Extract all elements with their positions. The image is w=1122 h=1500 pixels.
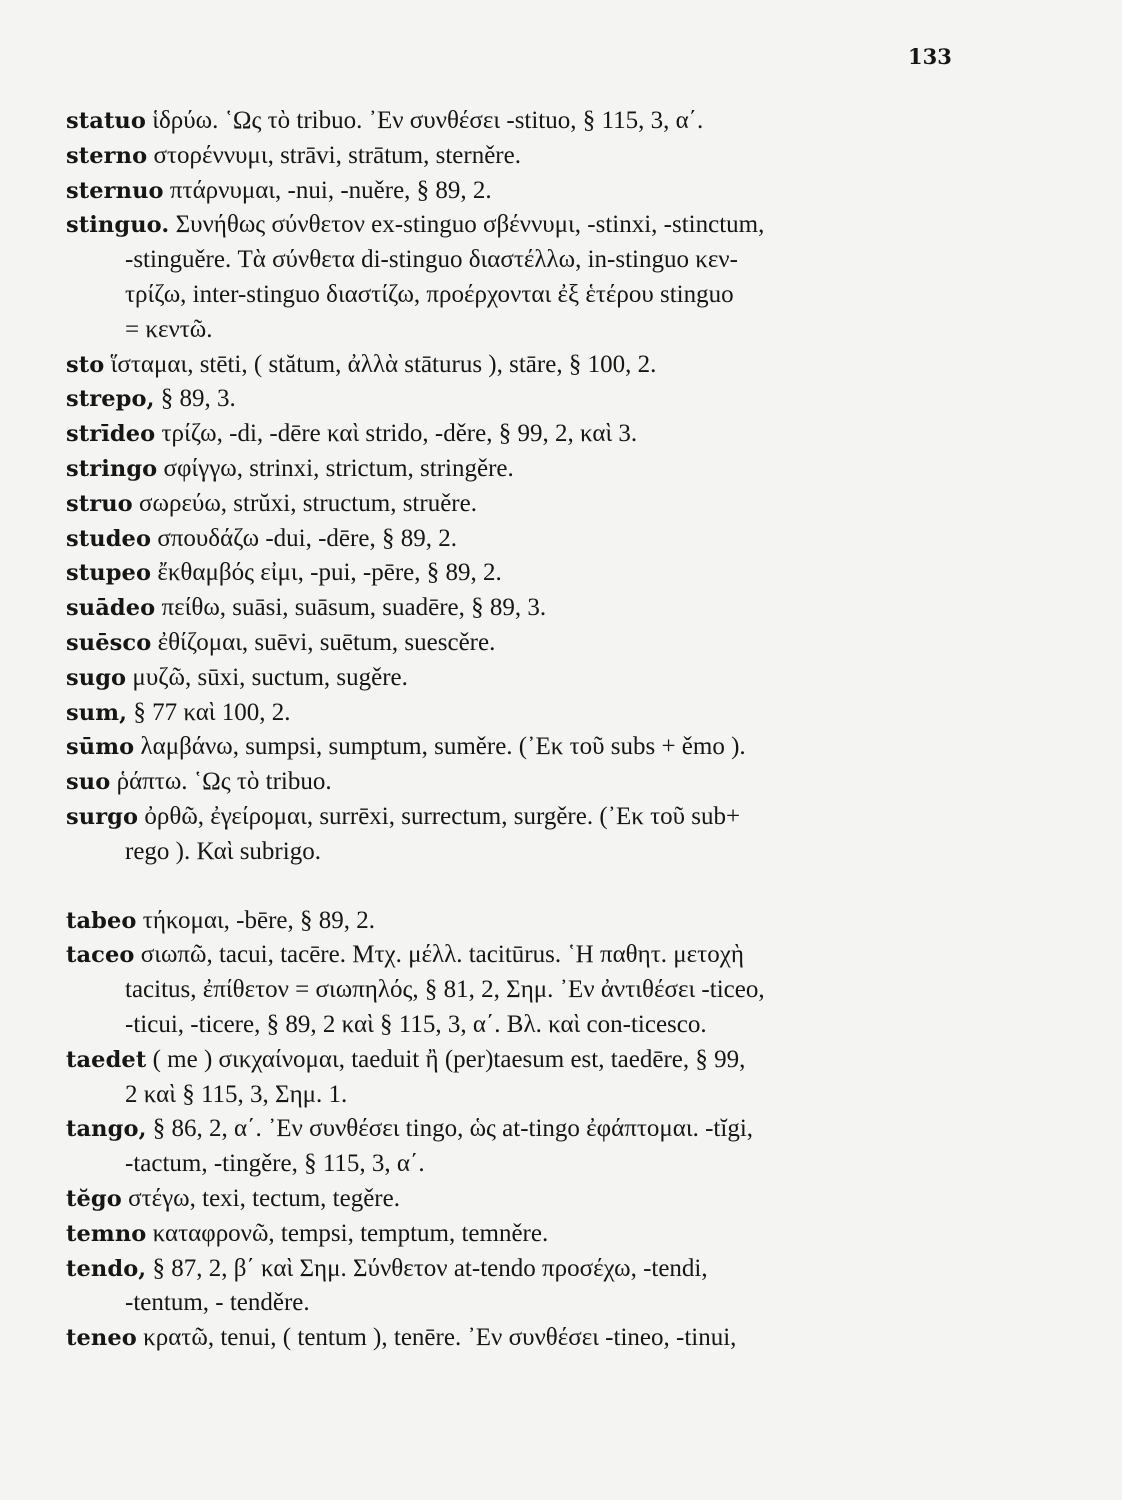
dictionary-entry xyxy=(66,1217,954,1252)
entry-first-line xyxy=(66,348,954,383)
entry-headword: strīdeo xyxy=(66,421,156,448)
dictionary-entry xyxy=(66,661,954,696)
entry-first-line xyxy=(66,1217,954,1252)
dictionary-entry xyxy=(66,104,954,139)
entry-headword: teneo xyxy=(66,1325,137,1352)
entry-text: σωρεύω, strŭxi, structum, struěre. xyxy=(139,489,477,517)
entry-first-line xyxy=(66,104,954,139)
entry-headword: taedet xyxy=(66,1046,147,1073)
entry-headword: tango, xyxy=(66,1116,147,1143)
entry-first-line xyxy=(66,696,954,731)
entry-headword: tendo, xyxy=(66,1255,147,1282)
entry-text: -tentum, - tenděre. xyxy=(125,1289,310,1317)
entry-headword: sternuo xyxy=(66,177,164,204)
entry-first-line xyxy=(66,452,954,487)
entry-headword: temno xyxy=(66,1220,147,1247)
entry-text: ἵσταμαι, stēti, ( stătum, ἀλλὰ stāturus ), stāre, § 100, 2. xyxy=(110,350,657,378)
entry-text: τρίζω, inter-stinguo διαστίζω, προέρχονται ἐξ ἑτέρου stinguo xyxy=(125,280,734,308)
dictionary-entry xyxy=(66,1252,954,1322)
entry-text: στορέννυμι, strāvi, strātum, sterněre. xyxy=(153,141,521,169)
dictionary-entry xyxy=(66,1112,954,1182)
entry-first-line xyxy=(66,208,954,243)
entry-continuation-line xyxy=(66,1147,954,1182)
entry-first-line xyxy=(66,1112,954,1147)
entry-text: = κεντῶ. xyxy=(125,315,213,343)
entry-headword: statuo xyxy=(66,108,146,134)
entry-first-line xyxy=(66,1321,954,1356)
entry-first-line xyxy=(66,661,954,696)
entry-text: ἱδρύω. ῾Ως τὸ tribuo. ᾿Εν συνθέσει -stituo, § 115, 3, α΄. xyxy=(152,107,704,134)
entry-first-line xyxy=(66,1182,954,1217)
entry-first-line xyxy=(66,591,954,626)
entry-text: rego ). Καὶ subrigo. xyxy=(125,837,321,865)
entry-text: μυζῶ, sūxi, suctum, sugěre. xyxy=(132,663,408,691)
dictionary-entry xyxy=(66,348,954,383)
entry-first-line xyxy=(66,800,954,835)
dictionary-entry xyxy=(66,487,954,522)
entry-text: ὀρθῶ, ἐγείρομαι, surrēxi, surrectum, surgěre. (᾿Εκ τοῦ sub+ xyxy=(144,802,741,830)
entry-headword: struo xyxy=(66,490,133,517)
entry-text: § 77 καὶ 100, 2. xyxy=(133,698,291,726)
entry-text: ῥάπτω. ῾Ως τὸ tribuo. xyxy=(116,768,332,796)
entry-headword: surgo xyxy=(66,803,139,830)
entry-continuation-line xyxy=(66,243,954,278)
page-number: 133 xyxy=(908,44,952,69)
dictionary-entries xyxy=(66,104,954,1356)
entry-continuation-line xyxy=(66,1008,954,1043)
entry-text: § 87, 2, β΄ καὶ Σημ. Σύνθετον at-tendo προσέχω, -tendi, xyxy=(152,1254,708,1282)
entry-headword: sūmo xyxy=(66,734,135,761)
entry-first-line xyxy=(66,904,954,939)
entry-first-line xyxy=(66,1252,954,1287)
entries-section-s xyxy=(66,104,954,870)
dictionary-entry xyxy=(66,730,954,765)
entry-text: πτάρνυμαι, -nui, -nuěre, § 89, 2. xyxy=(169,176,492,204)
dictionary-entry xyxy=(66,591,954,626)
entry-headword: stupeo xyxy=(66,560,152,587)
dictionary-entry xyxy=(66,174,954,209)
dictionary-entry xyxy=(66,452,954,487)
entry-first-line xyxy=(66,626,954,661)
dictionary-entry xyxy=(66,139,954,174)
dictionary-entry xyxy=(66,417,954,452)
entry-first-line xyxy=(66,487,954,522)
entry-first-line xyxy=(66,174,954,209)
entry-headword: tabeo xyxy=(66,907,137,934)
entry-text: § 89, 3. xyxy=(160,385,236,413)
entry-continuation-line xyxy=(66,1286,954,1321)
entry-text: tacitus, ἐπίθετον = σιωπηλός, § 81, 2, Σημ. ᾿Εν ἀντιθέσει -ticeo, xyxy=(125,976,765,1004)
entry-text: σφίγγω, strinxi, strictum, stringěre. xyxy=(163,454,514,482)
entry-continuation-line xyxy=(66,1078,954,1113)
entry-text: ἐθίζομαι, suēvi, suētum, suescěre. xyxy=(157,628,496,656)
section-divider xyxy=(66,870,954,904)
entry-first-line xyxy=(66,765,954,800)
entry-headword: studeo xyxy=(66,525,152,552)
entries-section-t xyxy=(66,904,954,1356)
entry-continuation-line xyxy=(66,278,954,313)
entry-text: Συνήθως σύνθετον ex-stinguo σβέννυμι, -stinxi, -stinctum, xyxy=(175,211,765,239)
entry-headword: stringo xyxy=(66,455,158,482)
dictionary-entry xyxy=(66,1043,954,1113)
dictionary-entry xyxy=(66,626,954,661)
dictionary-entry xyxy=(66,904,954,939)
entry-headword: stinguo. xyxy=(66,212,170,239)
entry-text: τήκομαι, -bēre, § 89, 2. xyxy=(142,906,376,934)
dictionary-entry xyxy=(66,938,954,1042)
entry-headword: taceo xyxy=(66,942,135,969)
dictionary-entry xyxy=(66,208,954,347)
entry-continuation-line xyxy=(66,313,954,348)
dictionary-entry xyxy=(66,1182,954,1217)
dictionary-entry xyxy=(66,1321,954,1356)
entry-headword: suo xyxy=(66,769,111,796)
entry-headword: sugo xyxy=(66,664,127,691)
entry-text: τρίζω, -di, -dēre καὶ strido, -děre, § 99, 2, καὶ 3. xyxy=(161,420,638,448)
entry-text: στέγω, texi, tectum, tegěre. xyxy=(128,1184,400,1212)
entry-first-line xyxy=(66,730,954,765)
dictionary-entry xyxy=(66,696,954,731)
entry-text: καταφρονῶ, tempsi, temptum, temněre. xyxy=(152,1219,549,1247)
entry-text: ἔκθαμβός εἰμι, -pui, -pēre, § 89, 2. xyxy=(157,559,502,587)
entry-text: ( me ) σικχαίνομαι, taeduit ἢ (per)taesum est, taedēre, § 99, xyxy=(152,1045,746,1073)
entry-headword: suādeo xyxy=(66,595,156,622)
entry-text: λαμβάνω, sumpsi, sumptum, suměre. (᾿Εκ τοῦ subs + ěmo ). xyxy=(140,733,746,761)
entry-text: -stinguěre. Τὰ σύνθετα di-stinguo διαστέλλω, in-stinguo κεν- xyxy=(125,246,738,274)
entry-headword: sum, xyxy=(66,699,128,726)
entry-continuation-line xyxy=(66,973,954,1008)
entry-first-line xyxy=(66,417,954,452)
dictionary-entry xyxy=(66,556,954,591)
entry-first-line xyxy=(66,1043,954,1078)
dictionary-entry xyxy=(66,522,954,557)
entry-text: πείθω, suāsi, suāsum, suadēre, § 89, 3. xyxy=(161,594,547,622)
entry-first-line xyxy=(66,556,954,591)
entry-text: κρατῶ, tenui, ( tentum ), tenēre. ᾿Εν συνθέσει -tineo, -tinui, xyxy=(143,1324,737,1352)
entry-continuation-line xyxy=(66,835,954,870)
entry-text: σιωπῶ, tacui, tacēre. Μτχ. μέλλ. tacitūrus. ῾Η παθητ. μετοχὴ xyxy=(140,941,744,969)
entry-headword: strepo, xyxy=(66,386,155,413)
entry-text: § 86, 2, α΄. ᾿Εν συνθέσει tingo, ὡς at-tingo ἐφάπτομαι. -tĭgi, xyxy=(152,1115,754,1143)
entry-first-line xyxy=(66,382,954,417)
entry-text: -ticui, -ticere, § 89, 2 καὶ § 115, 3, α΄. Βλ. καὶ con-ticesco. xyxy=(125,1010,707,1038)
entry-first-line xyxy=(66,139,954,174)
entry-headword: sto xyxy=(66,351,105,378)
entry-headword: tĕgo xyxy=(66,1185,122,1212)
dictionary-entry xyxy=(66,765,954,800)
entry-headword: suēsco xyxy=(66,629,152,656)
entry-text: σπουδάζω -dui, -dēre, § 89, 2. xyxy=(157,524,457,552)
dictionary-entry xyxy=(66,800,954,870)
entry-text: 2 καὶ § 115, 3, Σημ. 1. xyxy=(125,1080,348,1108)
entry-text: -tactum, -tingěre, § 115, 3, α΄. xyxy=(125,1150,425,1178)
entry-first-line xyxy=(66,522,954,557)
dictionary-entry xyxy=(66,382,954,417)
entry-headword: sterno xyxy=(66,142,148,169)
entry-first-line xyxy=(66,938,954,973)
